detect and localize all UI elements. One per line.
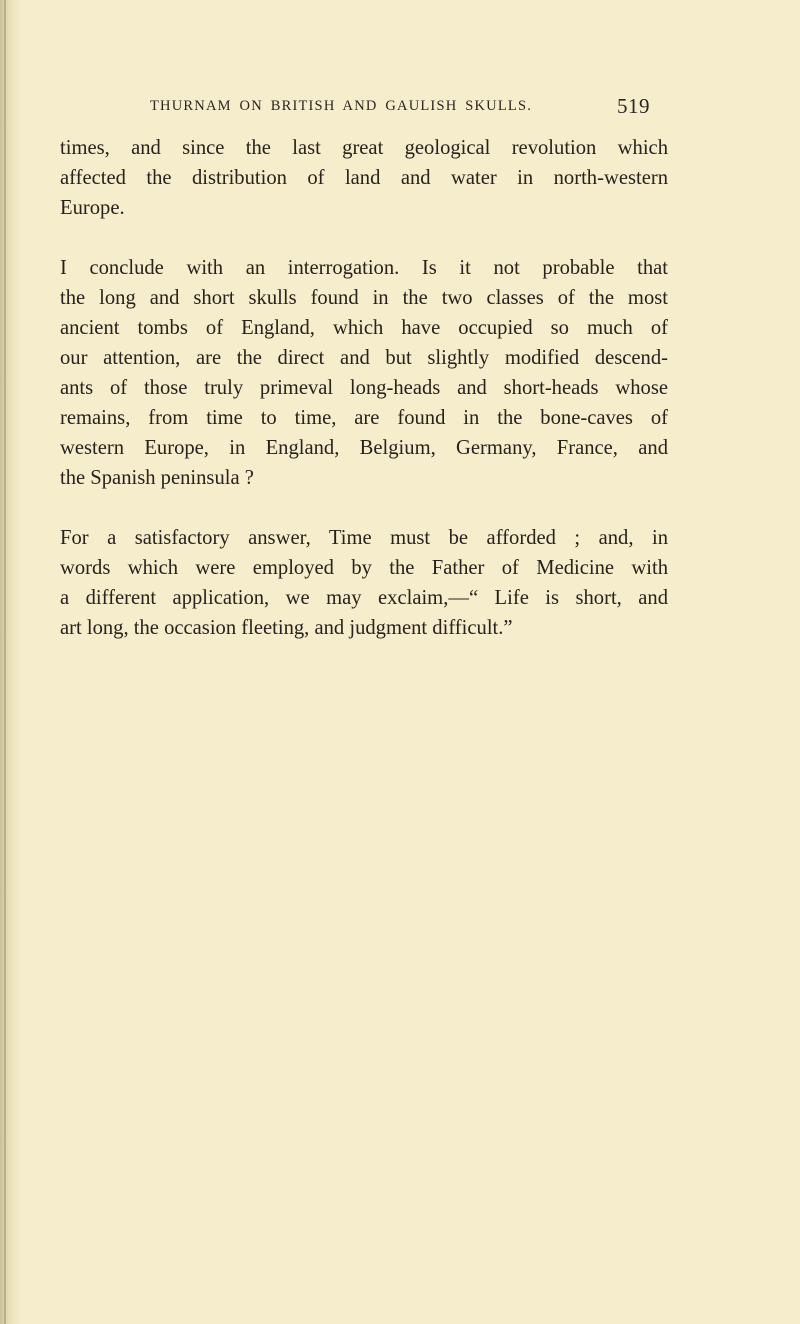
page-number: 519 bbox=[617, 94, 650, 118]
text-line: our attention, are the direct and but slightly modified descend- bbox=[60, 347, 668, 369]
text-line: words which were employed by the Father of Medicine with bbox=[60, 557, 668, 579]
text-line: Europe. bbox=[60, 197, 125, 219]
text-line: western Europe, in England, Belgium, Germany, France, and bbox=[60, 437, 668, 459]
paragraph bbox=[60, 523, 668, 643]
text-line: times, and since the last great geological revolution which bbox=[60, 137, 668, 159]
body-text bbox=[60, 133, 668, 643]
text-line: ancient tombs of England, which have occupied so much of bbox=[60, 317, 668, 339]
text-line: art long, the occasion fleeting, and judgment difficult.” bbox=[60, 617, 513, 639]
running-head bbox=[150, 94, 650, 120]
text-line: I conclude with an interrogation. Is it not probable that bbox=[60, 257, 668, 279]
text-line: the Spanish peninsula ? bbox=[60, 467, 254, 489]
paragraph-spacer bbox=[60, 223, 668, 253]
text-line: For a satisfactory answer, Time must be afforded ; and, in bbox=[60, 527, 668, 549]
page-gutter-edge bbox=[4, 0, 6, 1324]
text-line: ants of those truly primeval long-heads and short-heads whose bbox=[60, 377, 668, 399]
paragraph bbox=[60, 253, 668, 493]
text-line: affected the distribution of land and water in north-western bbox=[60, 167, 668, 189]
text-line: remains, from time to time, are found in the bone-caves of bbox=[60, 407, 668, 429]
paragraph bbox=[60, 133, 668, 223]
text-line: a different application, we may exclaim,—“ Life is short, and bbox=[60, 587, 668, 609]
running-title: THURNAM ON BRITISH AND GAULISH SKULLS. bbox=[150, 98, 533, 114]
text-line: the long and short skulls found in the two classes of the most bbox=[60, 287, 668, 309]
paragraph-spacer bbox=[60, 493, 668, 523]
